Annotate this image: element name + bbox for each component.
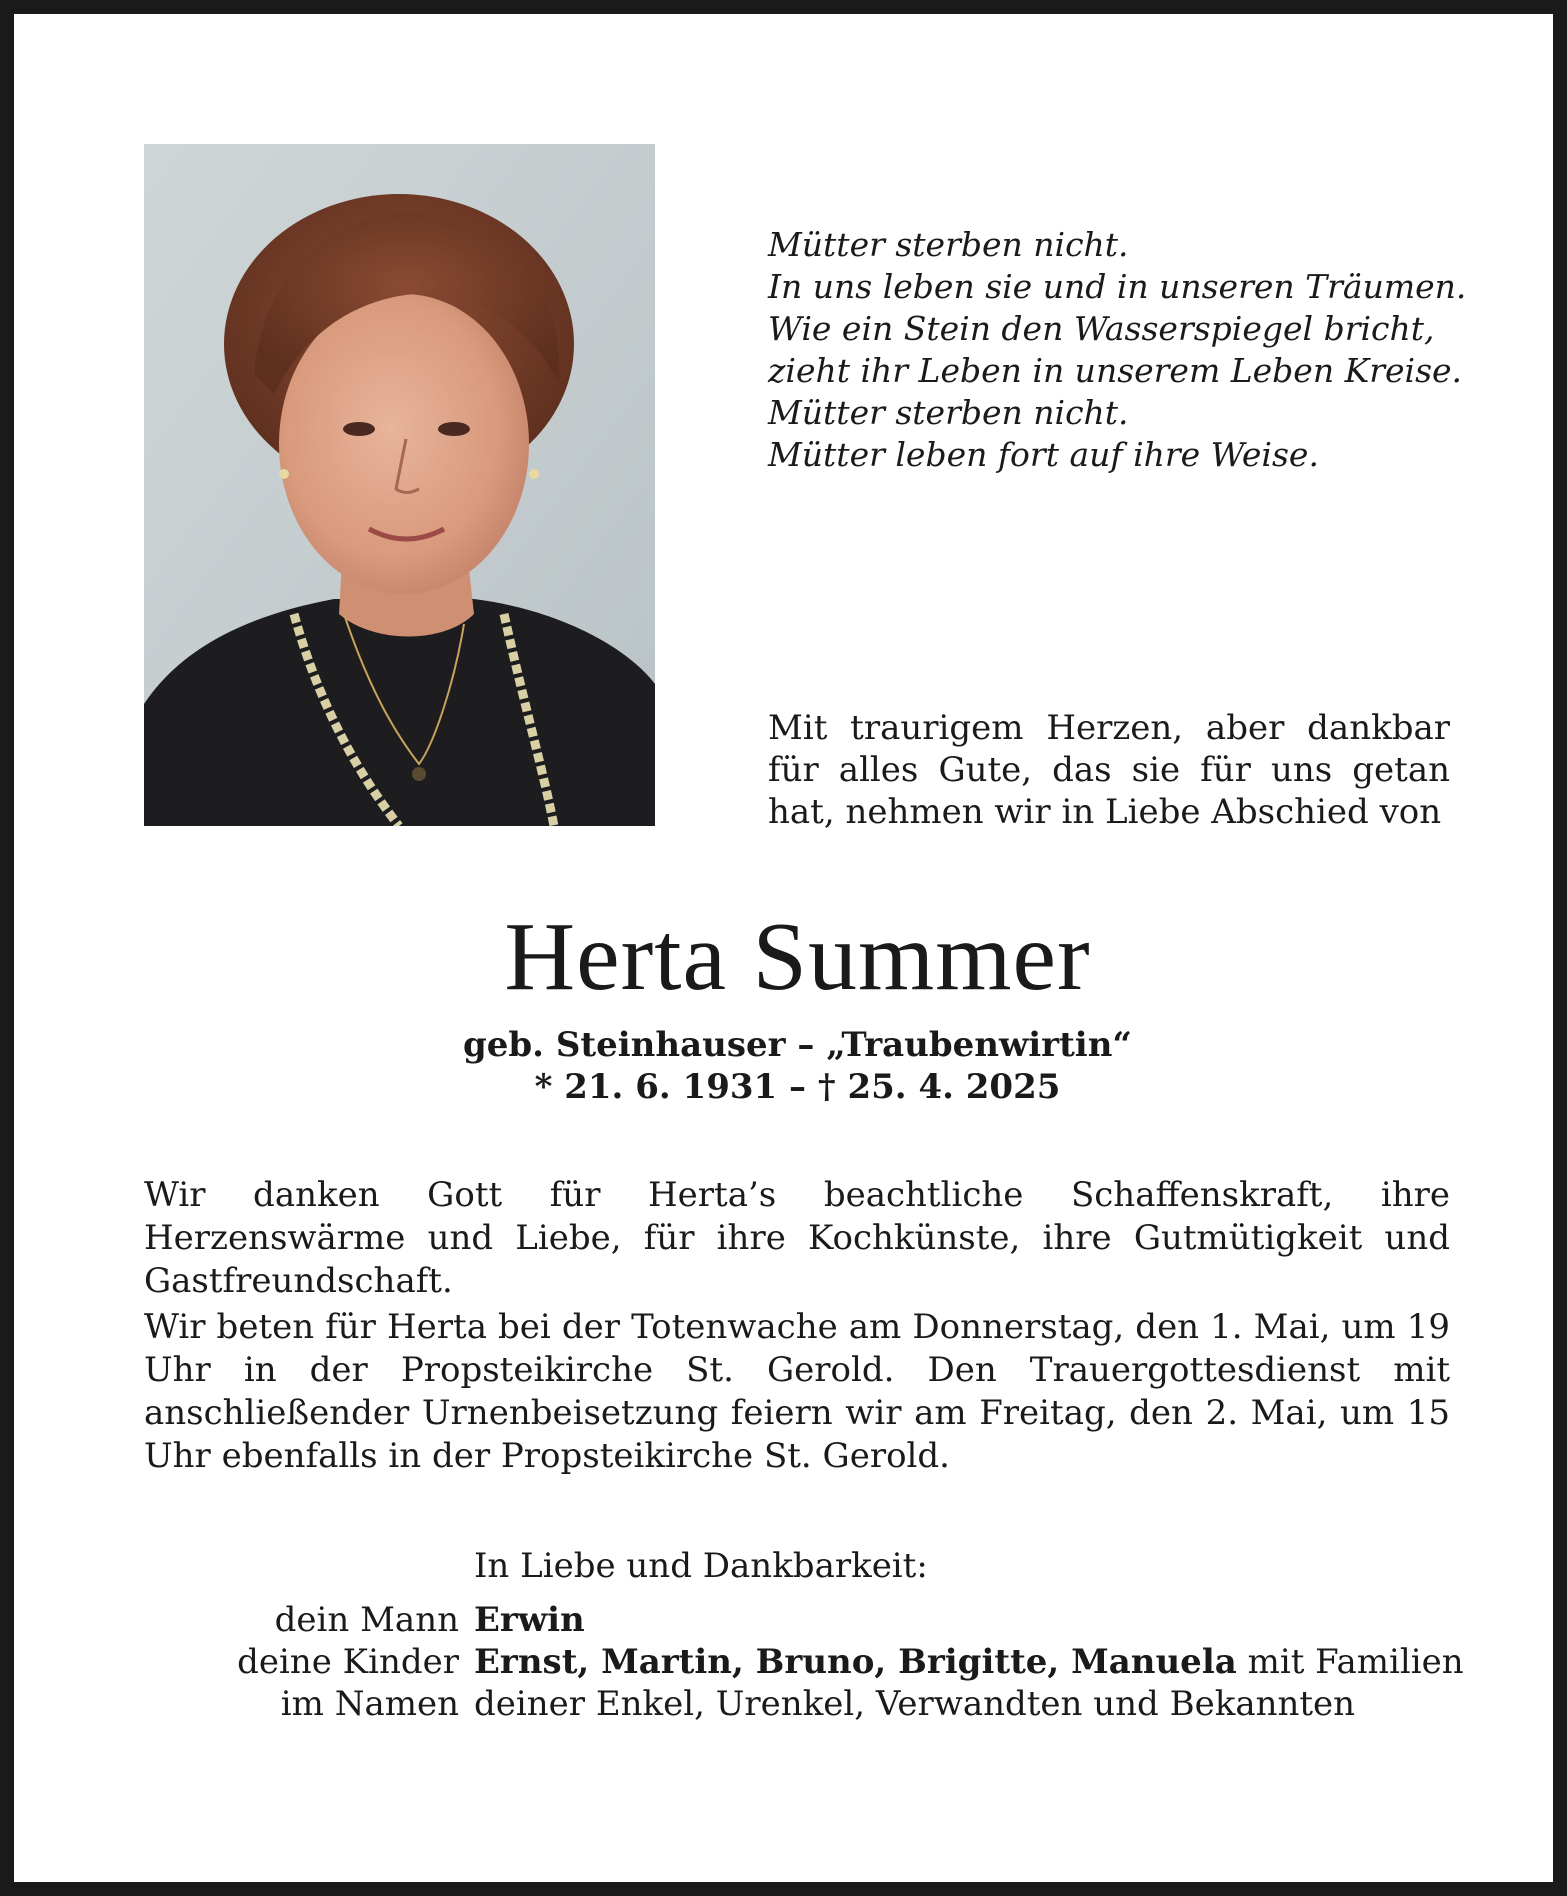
deceased-name: Herta Summer	[504, 903, 1091, 1011]
signer-row	[144, 1599, 1450, 1641]
signer-role: dein Mann	[274, 1600, 459, 1640]
poem-line: Mütter sterben nicht.	[768, 393, 1129, 432]
poem	[768, 224, 1488, 476]
poem-line: zieht ihr Leben in unserem Leben Kreise.	[768, 351, 1463, 390]
service-paragraph: Wir beten für Herta bei der Totenwache am Donnerstag, den 1. Mai, um 19 Uhr in der Propsteikirche St. Gerold. Den Trauergottesdienst mit anschließender Urnenbeisetzung feiern wir am Freitag, den 2. Mai, um 15 Uhr ebenfalls in der Propsteikirche St. Gerold.	[144, 1307, 1450, 1476]
maiden-name: geb. Steinhauser – „Traubenwirtin“	[463, 1025, 1132, 1065]
signer-names: deiner Enkel, Urenkel, Verwandten und Bekannten	[474, 1684, 1356, 1724]
poem-line: In uns leben sie und in unseren Träumen.	[768, 267, 1467, 306]
signer-role: deine Kinder	[237, 1642, 459, 1682]
life-dates: * 21. 6. 1931 – † 25. 4. 2025	[534, 1067, 1061, 1107]
poem-line: Wie ein Stein den Wasserspiegel bricht,	[768, 309, 1435, 348]
signers	[144, 1599, 1464, 1725]
poem-line: Mütter sterben nicht.	[768, 225, 1129, 264]
signer-row	[144, 1683, 1450, 1725]
poem-line: Mütter leben fort auf ihre Weise.	[768, 435, 1319, 474]
children-suffix: mit Familien	[1236, 1642, 1464, 1682]
signer-role: im Namen	[280, 1684, 459, 1724]
intro-text: Mit traurigem Herzen, aber dankbar für alles Gute, das sie für uns getan hat, nehmen wir in Liebe Abschied von	[768, 708, 1450, 832]
gratitude-paragraph: Wir danken Gott für Herta’s beachtliche Schaffenskraft, ihre Herzenswärme und Liebe, für ihre Kochkünste, ihre Gutmütigkeit und Gastfreundschaft.	[144, 1175, 1450, 1301]
deceased-details	[14, 1024, 1567, 1108]
signer-names	[474, 1641, 1464, 1683]
children-names: Ernst, Martin, Bruno, Brigitte, Manuela	[474, 1642, 1237, 1682]
signoff: In Liebe und Dankbarkeit:	[474, 1546, 928, 1586]
signer-name: Erwin	[474, 1600, 585, 1640]
signer-row	[144, 1641, 1464, 1683]
portrait-photo	[144, 144, 655, 826]
